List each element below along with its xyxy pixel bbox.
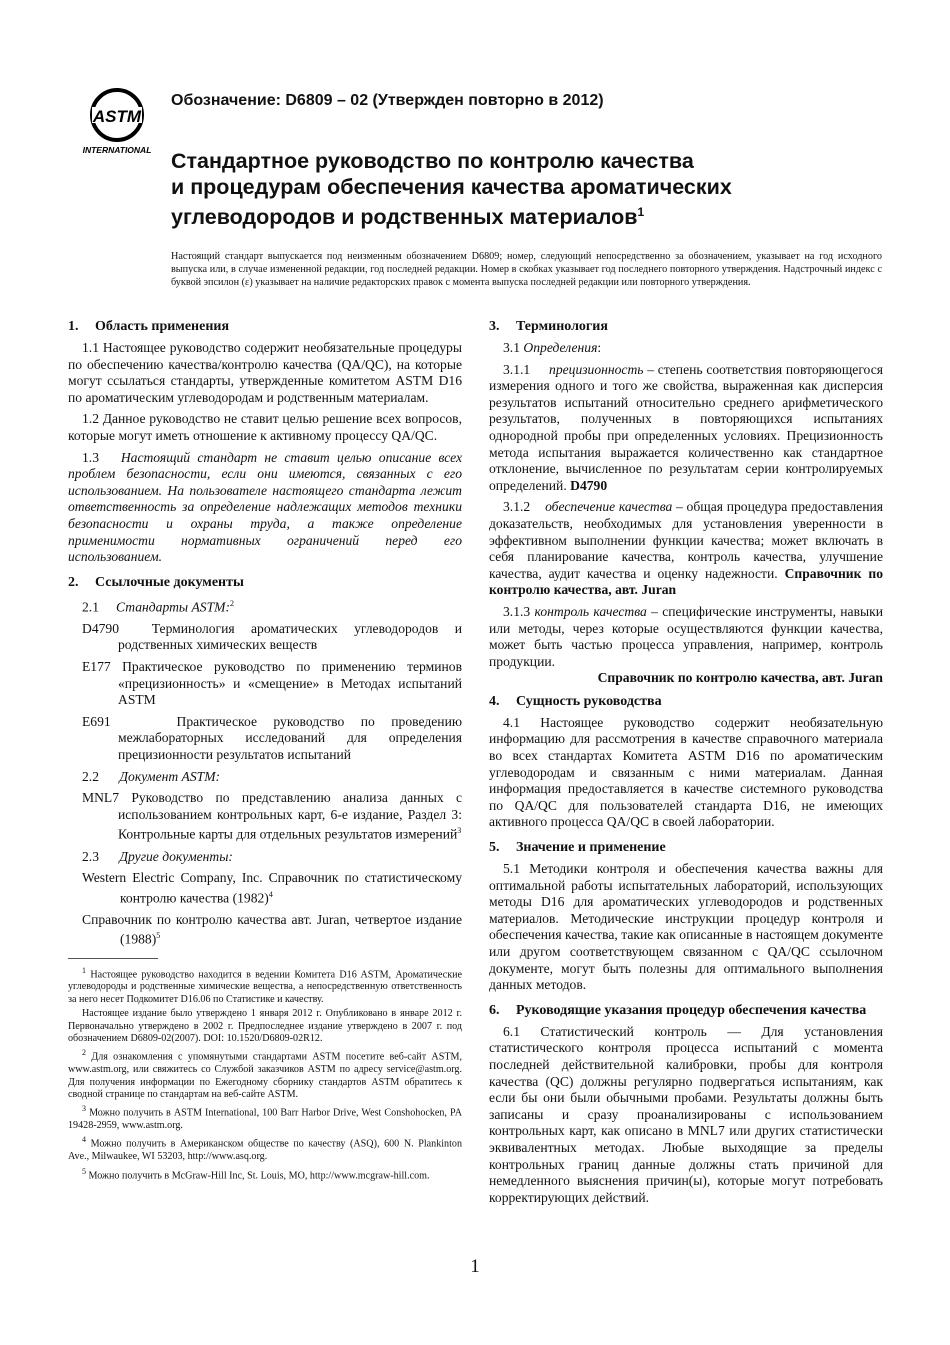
logo-subtext: INTERNATIONAL — [82, 145, 152, 155]
astm-logo — [78, 85, 156, 157]
footnote-1-edition: Настоящее издание было утверждено 1 января 2012 г. Опубликовано в январе 2012 г. Первоначально утверждено в 2002 г. Предпоследнее издание утверждено в 2007 г. под обозначением D6809-02(2007). DOI: 10.1520/D6809-02R12. — [68, 1008, 462, 1044]
section-2-heading: 2. Ссылочные документы — [68, 574, 244, 590]
term-quality-control-ref: Справочник по контролю качества, авт. Juran — [597, 670, 883, 686]
ref-mnl7: MNL7 Руководство по представлению анализа данных с использованием контрольных карт, 6-е издание, Раздел 3: Контрольные карты для отдельных результатов измерений$^3$ — [82, 790, 462, 842]
para-1-3: 1.3 Настоящий стандарт не ставит целью описание всех проблем безопасности, если они имеются, связанных с его использованием. На пользователе настоящего стандарта лежит ответственность за определение надлежащих методов техники безопасности и охраны труда, а также определение применимости нормативных ограничений перед его использованием. — [68, 449, 462, 565]
para-6-1: 6.1 Статистический контроль — Для установления статистического контроля процесса испытаний с момента последней действительной калибровки, пробы для контроля качества (QC) должны регулярно подвергаться испытаниям, как если бы они были обычными пробами. Результаты должны быть записаны и сразу проанализированы с использованием контрольных карт, как описано в MNL7 или других статистически эквивалентных методах. Любые выходящие за пределы контрольных границ данные должны стать причиной для немедленного выяснения причин(ы), которые могут потребовать корректирующих действий. — [489, 1023, 883, 1205]
title-line-1: Стандартное руководство по контролю качества — [171, 149, 694, 173]
subsection-2-1: 2.1 Стандарты ASTM:$^2$ — [82, 598, 235, 615]
para-1-2: 1.2 Данное руководство не ставит целью решение всех вопросов, которые могут иметь отношение к активному процессу QA/QC. — [68, 411, 462, 443]
intro-note: Настоящий стандарт выпускается под неизменным обозначением D6809; номер, следующий непосредственно за обозначением, указывает на год исходного выпуска или, в случае измененной редакции, год последней редакции. Номер в скобках указывает год последнего повторного утверждения. Надстрочный индекс с буквой эпсилон (ε) указывает на наличие редакторских правок с момента выпуска последней редакции или повторного утверждения. — [171, 251, 882, 288]
footnote-separator — [68, 958, 158, 959]
footnote-4: $^4$ Можно получить в Американском обществе по качеству (ASQ), 600 N. Plankinton Ave., Milwaukee, WI 53203, http://www.asq.org. — [68, 1135, 462, 1163]
subsection-2-2: 2.2 Документ ASTM: — [82, 768, 221, 784]
section-6-heading: 6. Руководящие указания процедур обеспечения качества — [489, 1002, 867, 1018]
para-4-1: 4.1 Настоящее руководство содержит необязательную информацию для рассмотрения в качестве справочного материала во всех стандартах Комитета ASTM D16 по ароматическим углеводородам и связанным с ними материалам. Данная информация предоставляется в качестве системного руководства по QA/QC для пользователей стандарта D16, не имеющих активного процесса QA/QC в своей лаборатории. — [489, 714, 883, 830]
para-5-1: 5.1 Методики контроля и обеспечения качества важны для оптимальной работы испытательных лабораторий, использующих методы D16 для ароматических углеводородов и родственных материалов. Методические инструкции процедур контроля и обеспечения качества, такие как описанные в настоящем документе или другом соответствующем связанном с QA/QC ссылочном документе, могут быть полезны для оптимального выполнения данных методов. — [489, 861, 883, 993]
section-5-heading: 5. Значение и применение — [489, 840, 666, 856]
title-line-2: и процедурам обеспечения качества ароматических — [171, 174, 732, 199]
section-4-heading: 4. Сущность руководства — [489, 693, 662, 709]
left-column — [68, 318, 462, 1184]
page-number: 1 — [470, 1256, 480, 1277]
ref-e691: E691 Практическое руководство по проведению межлабораторных исследований для определения прецизионности результатов испытаний — [82, 713, 462, 762]
designation: Обозначение: D6809 – 02 (Утвержден повторно в 2012) — [171, 92, 604, 109]
section-1-heading: 1. Область применения — [68, 319, 230, 334]
footnote-5: $^5$ Можно получить в McGraw-Hill Inc, St. Louis, MO, http://www.mcgraw-hill.com. — [82, 1166, 430, 1182]
term-quality-assurance: 3.1.2 обеспечение качества – общая процедура предоставления доказательств, необходимых для установления уверенности в эффективном выполнении функции качества; может включать в себя планирование качества, контроль качества, улучшение качества, аудит качества и оценку надежности. Справочник по контролю качества, авт. Juran — [489, 499, 883, 598]
ref-western-electric: Western Electric Company, Inc. Справочник по статистическому контролю качества $(1982)^4$ — [82, 870, 462, 906]
title-footnote-mark: 1 — [637, 205, 645, 219]
ref-juran: Справочник по контролю качества авт. Juran, четвертое издание $(1988)^5$ — [82, 911, 462, 947]
astm-logo-graphic — [78, 85, 156, 157]
ref-e177: E177 Практическое руководство по применению терминов «прецизионность» и «смещение» в Методах испытаний ASTM — [82, 659, 462, 708]
document-title — [171, 149, 891, 231]
ref-d4790: D4790 Терминология ароматических углеводородов и родственных химических веществ — [82, 620, 462, 653]
footnote-2: $^2$ Для ознакомления с упомянутыми стандартами ASTM посетите веб-сайт ASTM, www.astm.org, или свяжитесь со Службой заказчиков ASTM по адресу service@astm.org. Для получения информации по Ежегодному сборнику стандартов ASTM обратитесь к сводной странице по стандартам на веб-сайте ASTM. — [68, 1048, 462, 1100]
footnote-3: $^3$ Можно получить в ASTM International, 100 Barr Harbor Drive, West Conshohocken, PA 19428-2959, www.astm.org. — [68, 1104, 462, 1132]
logo-text: ASTM — [92, 107, 142, 126]
title-line-3: углеводородов и родственных материалов — [171, 205, 638, 230]
section-3-heading: 3. Терминология — [489, 319, 608, 334]
subsection-3-1: 3.1 Определения: — [503, 340, 602, 355]
term-quality-control: 3.1.3 контроль качества – специфические инструменты, навыки или методы, через которые осуществляются функции качества, может быть частью процесса управления, например, контроль продукции. — [489, 603, 884, 669]
term-precision: 3.1.1 прецизионность – степень соответствия повторяющегося измерения одного и того же свойства, выраженная как дисперсия результатов испытаний относительно среднего арифметического результатов, полученных в повторяющихся испытаниях однородной пробы при определенных условиях. Прецизионность метода испытания выражается количественно как стандартное отклонение, вычисленное по результатам серии контролируемых определений. D4790 — [489, 361, 883, 493]
subsection-2-3: 2.3 Другие документы: — [82, 848, 233, 864]
footnote-1: $^1$ Настоящее руководство находится в ведении Комитета D16 ASTM, Ароматические углеводороды и родственные химические вещества, а непосредственную ответственность за него несет Подкомитет D16.06 по Статистике и качеству. — [68, 965, 462, 1005]
para-1-1: 1.1 Настоящее руководство содержит необязательные процедуры по обеспечению качества/контролю качества (QA/QC), на которые могут ссылаться стандарты, утвержденные комитетом ASTM D16 по ароматическим углеводородам и родственным материалам. — [68, 340, 462, 405]
right-column — [489, 318, 883, 1211]
